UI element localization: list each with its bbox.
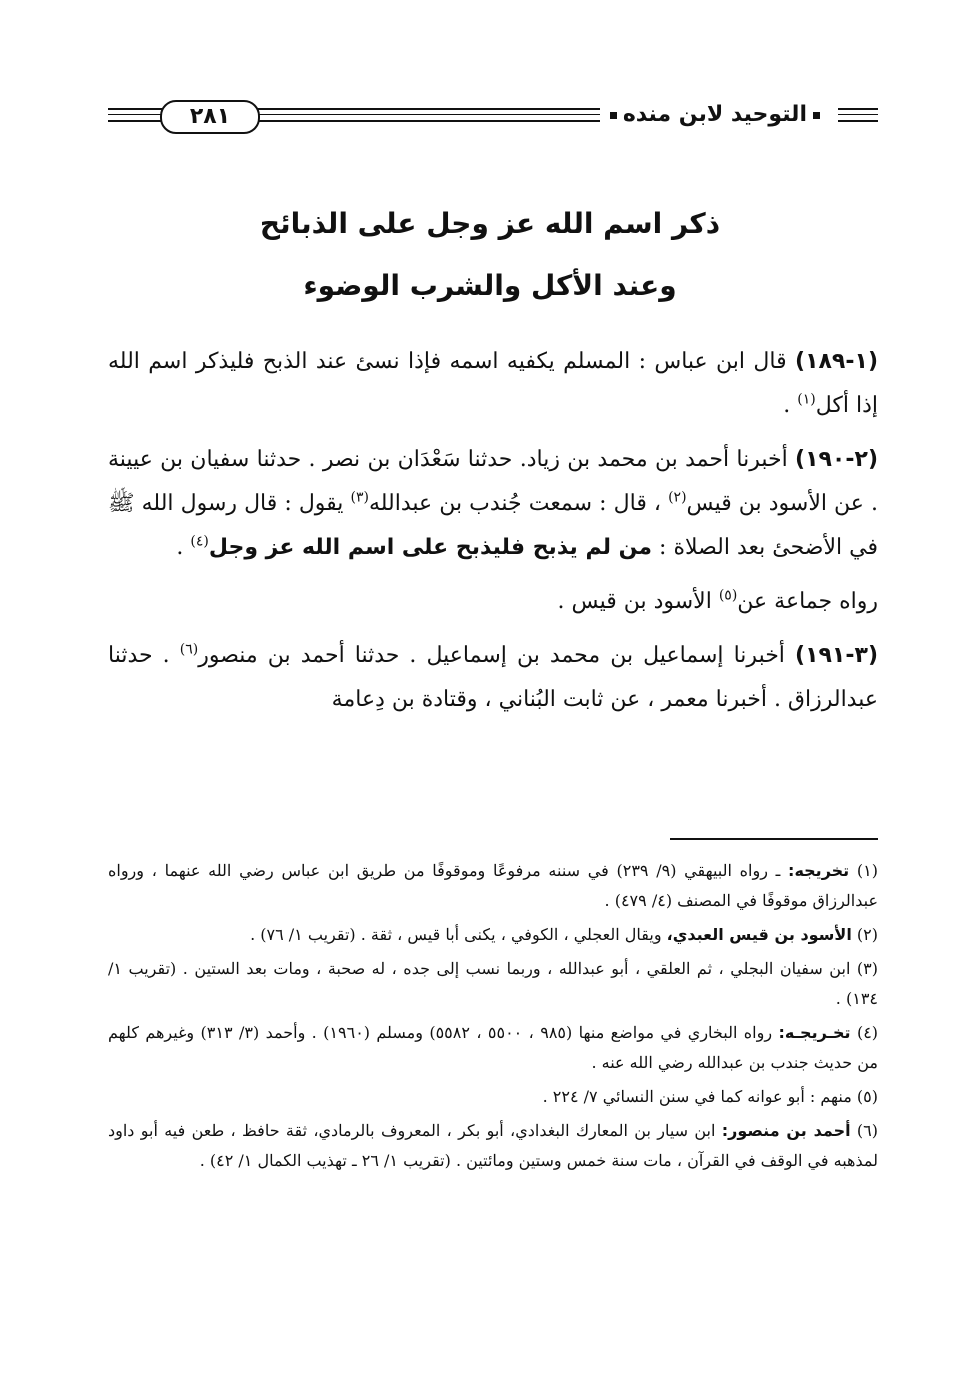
paragraph-text: الأسود بن قيس .: [557, 589, 719, 614]
footnote-ref[interactable]: (٤): [190, 533, 209, 550]
footnote-label: أحمد بن منصور:: [721, 1121, 851, 1140]
footnote-number: (٤): [856, 1023, 879, 1042]
paragraph-190: [108, 438, 878, 570]
header-rule-center-bottom: [256, 120, 616, 122]
header-rule-center-mid: [256, 114, 616, 115]
footnote-6: [108, 1116, 878, 1176]
header-rule-right-top: [838, 108, 878, 110]
ornament-square: [610, 112, 617, 119]
header-rule-left-mid: [108, 114, 168, 115]
footnote-text: ـ رواه البيهقي (٩/ ٢٣٩) في سننه مرفوعًا وموقوفًا من طريق ابن عباس رضي الله عنهما ، ورواه عبدالرزاق موقوفًا في المصنف (٤/ ٤٧٩) .: [108, 861, 878, 910]
footnote-text: رواه البخاري في مواضع منها (٩٨٥ ، ٥٥٠٠ ، ٥٥٨٢) ومسلم (١٩٦٠) . وأحمد (٣/ ٣١٣) وغيرهم كلهم من حديث جندب بن عبدالله رضي الله عنه .: [108, 1023, 878, 1072]
header-rule-right-mid: [838, 114, 878, 115]
footnote-text: ويقال العجلي ، الكوفي ، يكنى أبا قيس ، ثقة . (تقريب ١/ ٧٦) .: [250, 925, 667, 944]
paragraph-text: قال ابن عباس : المسلم يكفيه اسمه فإذا نسئ عند الذبح فليذكر اسم الله إذا أكل: [108, 349, 878, 418]
hadith-number: (٣-١٩١): [795, 643, 879, 668]
paragraph-191: [108, 634, 878, 722]
paragraph-tail: .: [176, 535, 191, 560]
footnote-3: [108, 954, 878, 1014]
book-title: التوحيد لابن منده: [622, 102, 807, 127]
footnote-2: [108, 920, 878, 950]
footnote-number: (٦): [856, 1121, 878, 1140]
footnote-4: [108, 1018, 878, 1078]
paragraph-text: أخبرنا أحمد بن محمد بن زياد. حدثنا سَعْدَان بن نصر . حدثنا سفيان بن عيينة . عن الأسود بن قيس: [108, 447, 878, 516]
footnote-separator: [670, 838, 878, 840]
footnote-label: الأسود بن قيس العبدي،: [666, 925, 852, 944]
footnote-label: تخريجه:: [788, 861, 850, 880]
footnote-number: (١): [856, 861, 878, 880]
footnote-number: (٢): [856, 925, 878, 944]
paragraph-text: رواه جماعة عن: [737, 589, 878, 614]
paragraph-text: . حدثنا عبدالرزاق . أخبرنا معمر ، عن ثابت البُناني ، وقتادة بن دِعامة: [108, 643, 878, 712]
paragraph-tail: .: [783, 393, 798, 418]
hadith-number: (٢-١٩٠): [795, 447, 878, 472]
paragraph-189: [108, 340, 878, 428]
ornament-square: [813, 112, 820, 119]
footnote-5: [108, 1082, 878, 1112]
chapter-title-line2: وعند الأكل والشرب الوضوء: [303, 269, 677, 302]
paragraph-text: أخبرنا إسماعيل بن محمد بن إسماعيل . حدثنا أحمد بن منصور: [198, 643, 785, 668]
header-rule-right-bottom: [838, 120, 878, 122]
paragraph-note: [108, 580, 878, 624]
footnote-ref[interactable]: (١): [797, 391, 816, 408]
hadith-matn: من لم يذبح فليذبح على اسم الله عز وجل: [208, 535, 653, 560]
footnote-ref[interactable]: (٢): [668, 489, 687, 506]
footnote-text: منهم : أبو عوانه كما في سنن النسائي ٧/ ٢٢٤ .: [542, 1087, 852, 1106]
footnotes: [108, 856, 878, 1180]
chapter-title-line1: ذكر اسم الله عز وجل على الذبائح: [259, 207, 721, 240]
footnote-ref[interactable]: (٥): [718, 587, 738, 604]
footnote-ref[interactable]: (٦): [179, 641, 199, 658]
footnote-1: [108, 856, 878, 916]
header-rule-left-top: [108, 108, 168, 110]
footnote-text: ابن سيار بن المعارك البغدادي، أبو بكر ، المعروف بالرمادي، ثقة حافظ ، طعن فيه أبو داود لمذهبه في الوقف في القرآن ، مات سنة خمس وستين ومائتين . (تقريب ١/ ٢٦ ـ تهذيب الكمال ١/ ٤٢) .: [108, 1121, 878, 1170]
header-rule-left-bottom: [108, 120, 168, 122]
footnote-label: تخـريجـه:: [778, 1023, 851, 1042]
hadith-number: (١-١٨٩): [795, 349, 878, 374]
footnote-text: ابن سفيان البجلي ، ثم العلقي ، أبو عبدالله ، وربما نسب إلى جده ، له صحبة ، ومات بعد الستين . (تقريب ١/ ١٣٤) .: [108, 959, 878, 1008]
footnote-number: (٣): [856, 959, 878, 978]
body-text: [108, 340, 878, 732]
page-header: [108, 94, 878, 140]
page-number: ٢٨١: [160, 100, 260, 134]
header-rule-center-top: [256, 108, 616, 110]
running-title: [600, 98, 830, 132]
paragraph-text: ، قال : سمعت جُندب بن عبدالله: [368, 491, 669, 516]
paragraph-text: يقول : قال رسول الله ﷺ في الأضحئ بعد الصلاة :: [108, 491, 878, 560]
footnote-number: (٥): [856, 1087, 878, 1106]
footnote-ref[interactable]: (٣): [350, 489, 369, 506]
